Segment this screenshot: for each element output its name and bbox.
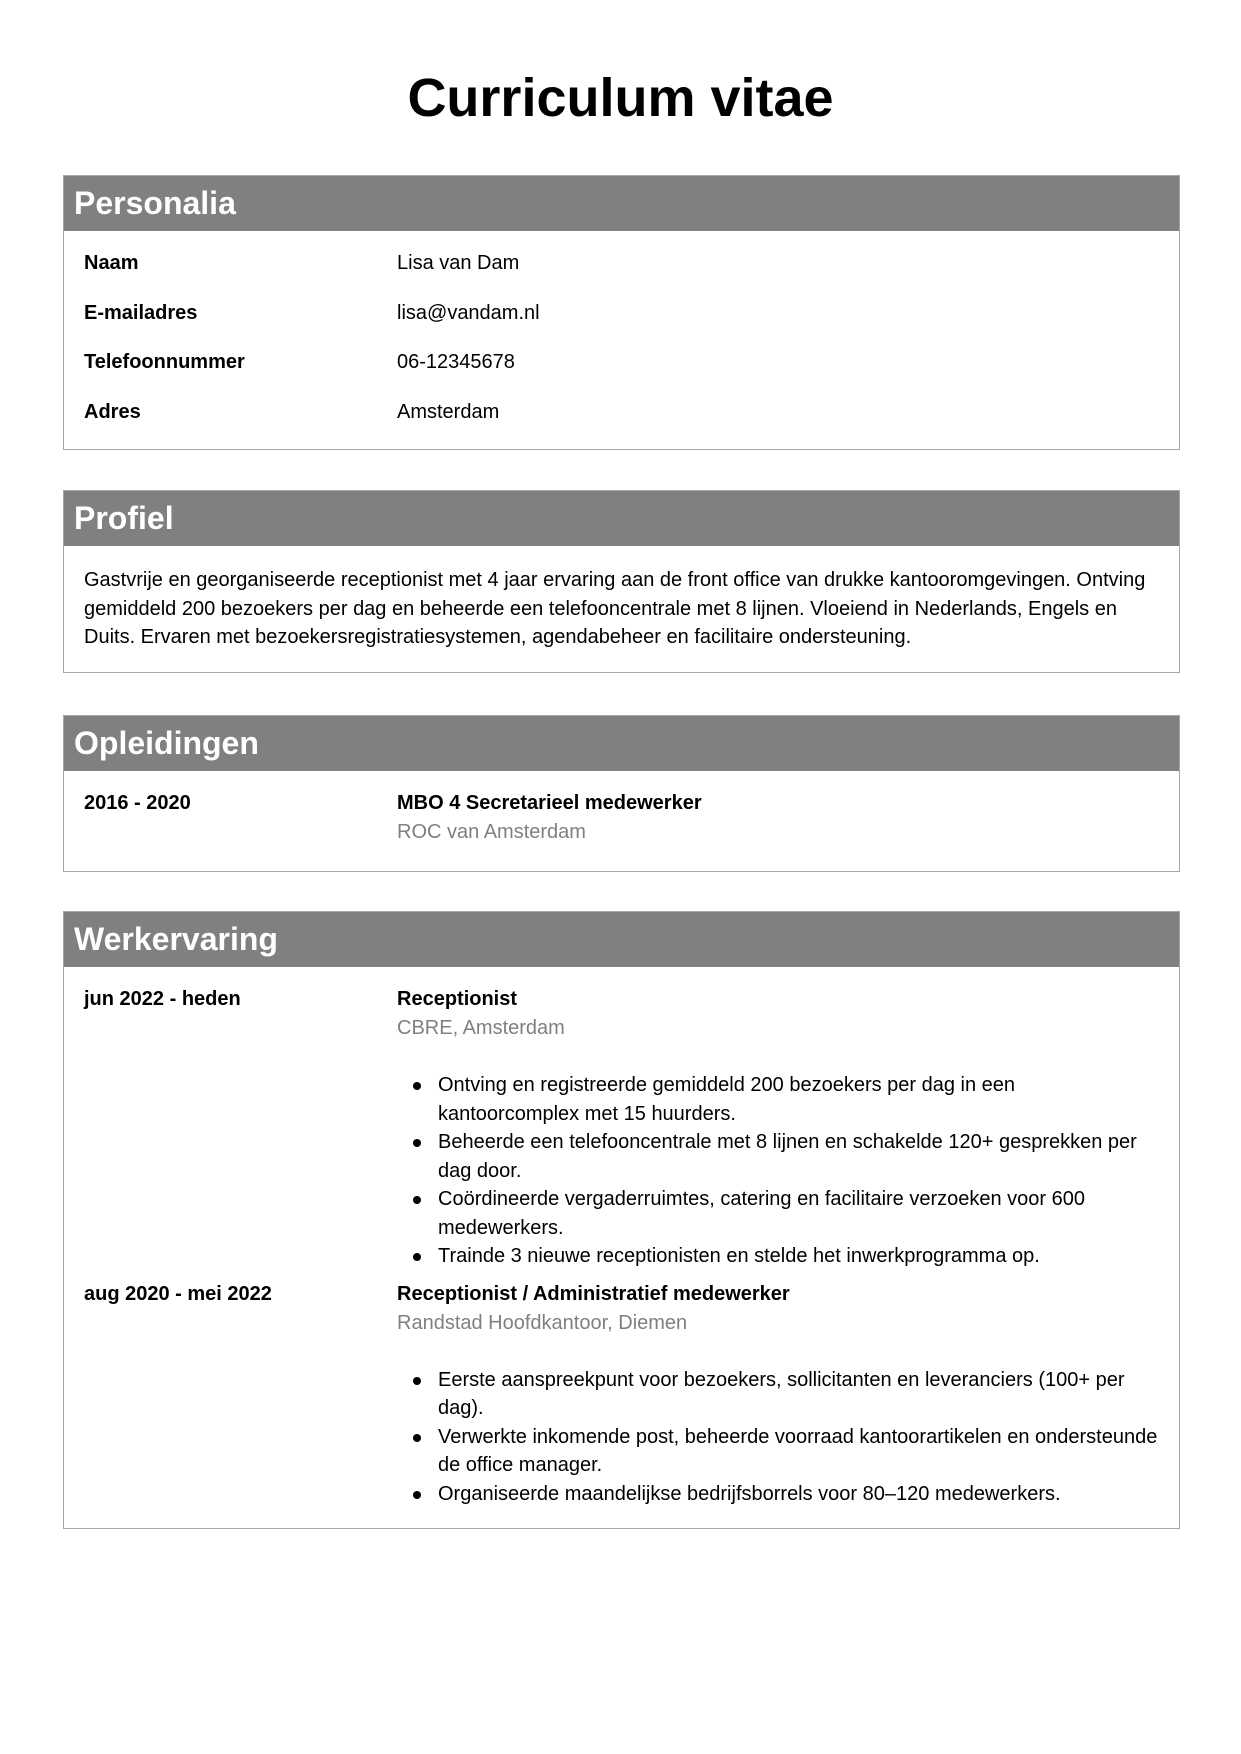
section-heading-profiel: Profiel [64, 491, 1179, 546]
work-title: Receptionist [397, 988, 518, 1010]
education-details [397, 789, 1159, 847]
work-employer: Randstad Hoofdkantoor, Diemen [397, 1311, 688, 1334]
section-heading-werkervaring: Werkervaring [64, 912, 1179, 967]
work-period: aug 2020 - mei 2022 [84, 1282, 272, 1305]
bullet-item: Coördineerde vergaderruimtes, catering en facilitaire verzoeken voor 600 medewerkers. [397, 1185, 1159, 1242]
work-employer: CBRE, Amsterdam [397, 1017, 565, 1039]
work-entry [84, 985, 1159, 1280]
education-period: 2016 - 2020 [84, 792, 191, 814]
profiel-body [64, 546, 1179, 672]
section-personalia [63, 175, 1180, 450]
field-value: Lisa van Dam [397, 252, 520, 274]
profile-text: Gastvrije en georganiseerde receptionist met 4 jaar ervaring aan de front office van drukke kantooromgevingen. Ontving gemiddeld 200 bezoekers per dag en beheerde een telefooncentrale met 8 lijnen. Vloeiend in Nederlands, Engels en Duits. Ervaren met bezoekersregistratiesystemen, agendabeheer en facilitaire ondersteuning. [84, 569, 1146, 648]
bullet-item: Beheerde een telefooncentrale met 8 lijnen en schakelde 120+ gesprekken per dag door. [397, 1128, 1159, 1185]
section-heading-opleidingen: Opleidingen [64, 716, 1179, 771]
work-details [397, 985, 1159, 1271]
field-value: lisa@vandam.nl [397, 301, 540, 324]
werkervaring-body [64, 967, 1179, 1528]
section-opleidingen [63, 715, 1180, 872]
personalia-body [64, 231, 1179, 449]
section-heading-personalia: Personalia [64, 176, 1179, 231]
education-institution: ROC van Amsterdam [397, 821, 586, 843]
bullet-item: Verwerkte inkomende post, beheerde voorraad kantoorartikelen en ondersteunde de office manager. [397, 1423, 1159, 1480]
personal-row-phone [84, 348, 1159, 398]
bullet-item: Ontving en registreerde gemiddeld 200 bezoekers per dag in een kantoorcomplex met 15 huurders. [397, 1071, 1159, 1128]
opleidingen-body [64, 771, 1179, 871]
field-value: 06-12345678 [397, 351, 515, 373]
work-details [397, 1280, 1159, 1509]
bullet-item: Eerste aanspreekpunt voor bezoekers, sollicitanten en leveranciers (100+ per dag). [397, 1366, 1159, 1423]
field-label: E-mailadres [84, 301, 198, 324]
personal-row-email [84, 299, 1159, 349]
work-bullets [397, 1071, 1159, 1271]
bullet-item: Organiseerde maandelijkse bedrijfsborrels voor 80–120 medewerkers. [397, 1480, 1159, 1509]
work-title: Receptionist / Administratief medewerker [397, 1282, 790, 1305]
section-werkervaring [63, 911, 1180, 1529]
work-period: jun 2022 - heden [84, 988, 241, 1010]
education-entry [84, 789, 1159, 871]
work-entry [84, 1280, 1159, 1529]
personal-row-name [84, 249, 1159, 299]
education-title: MBO 4 Secretarieel medewerker [397, 792, 702, 814]
document-title: Curriculum vitae [407, 68, 834, 128]
field-value: Amsterdam [397, 400, 500, 423]
field-label: Adres [84, 400, 141, 423]
field-label: Naam [84, 252, 139, 274]
personal-row-address [84, 398, 1159, 448]
bullet-item: Trainde 3 nieuwe receptionisten en stelde het inwerkprogramma op. [397, 1242, 1159, 1271]
section-profiel [63, 490, 1180, 673]
work-bullets [397, 1366, 1159, 1509]
field-label: Telefoonnummer [84, 351, 245, 373]
